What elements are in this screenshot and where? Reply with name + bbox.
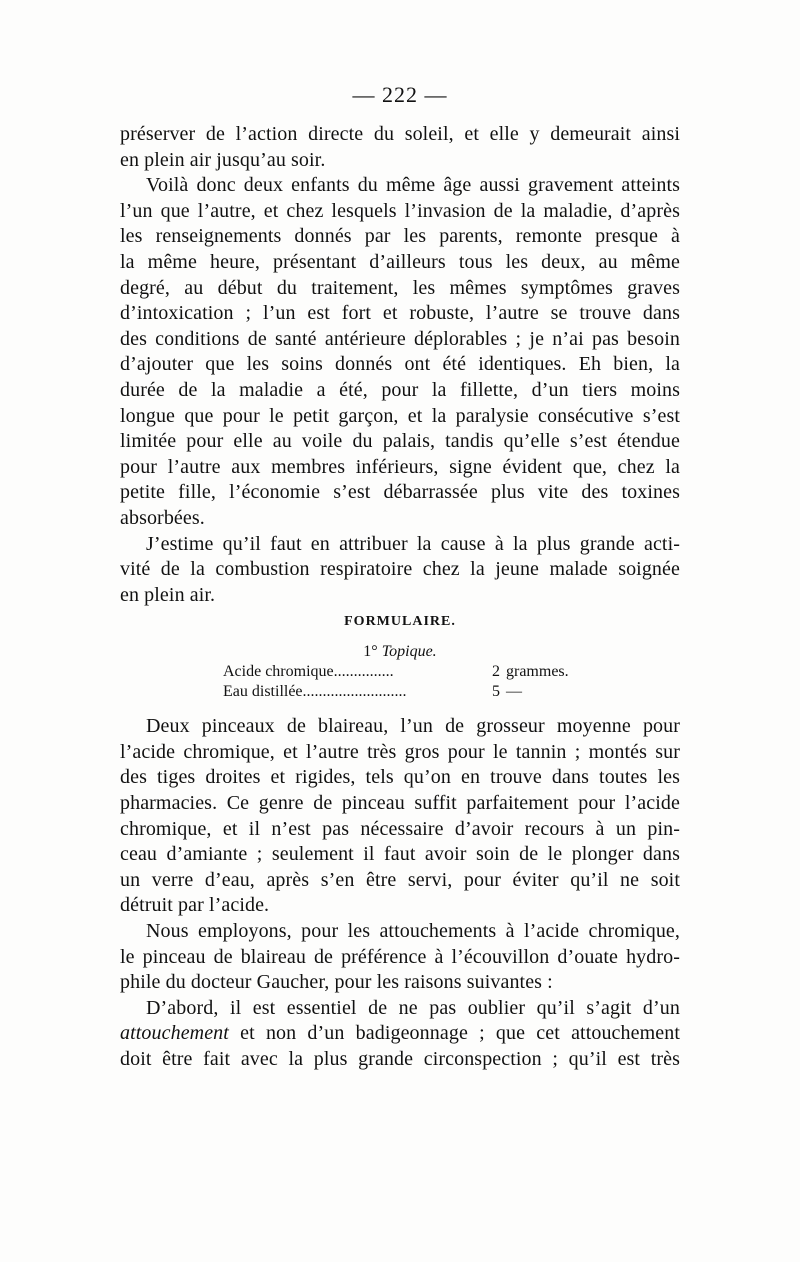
text-line: les renseignements donnés par les parents, remonte presque à	[120, 225, 680, 248]
text-line: Deux pinceaux de blaireau, l’un de grosseur moyenne pour	[146, 715, 680, 738]
text-line	[120, 1021, 680, 1047]
recipe-ingredient: Acide chromique...............	[223, 663, 394, 681]
text-line: J’estime qu’il faut en attribuer la cause à la plus grande acti-	[146, 532, 680, 555]
text-line: le pinceau de blaireau de préférence à l’écouvillon d’ouate hydro-	[120, 945, 680, 968]
text-line: vité de la combustion respiratoire chez la jeune malade soignée	[120, 558, 680, 581]
recipe-unit: —	[506, 683, 522, 701]
recipe-row	[120, 662, 680, 682]
recipe-row	[120, 682, 680, 702]
text-line: l’un que l’autre, et chez lesquels l’invasion de la maladie, d’après	[120, 199, 680, 222]
text-line-rest: et non d’un badigeonnage ; que cet attouchement	[228, 1022, 680, 1045]
text-line: en plein air jusqu’au soir.	[120, 148, 326, 171]
body-text	[120, 122, 680, 1073]
text-line: un verre d’eau, après s’en être servi, pour éviter qu’il ne soit	[120, 868, 680, 891]
text-line: petite fille, l’économie s’est débarrassée plus vite des toxines	[120, 481, 680, 504]
text-line: ceau d’amiante ; seulement il faut avoir soin de le plonger dans	[120, 843, 680, 866]
text-line: D’abord, il est essentiel de ne pas oublier qu’il s’agit d’un	[146, 996, 680, 1019]
recipe-quantity: 2	[492, 663, 500, 681]
formulaire-heading: FORMULAIRE.	[344, 614, 456, 630]
text-line: en plein air.	[120, 583, 216, 606]
emphasis-word: attouchement	[120, 1022, 229, 1045]
text-line: pharmacies. Ce genre de pinceau suffit parfaitement pour l’acide	[120, 792, 680, 815]
text-line: limitée pour elle au voile du palais, tandis qu’elle s’est étendue	[120, 430, 680, 453]
text-line: longue que pour le petit garçon, et la paralysie consécutive s’est	[120, 404, 680, 427]
text-line: préserver de l’action directe du soleil, et elle y demeurait ainsi	[120, 123, 680, 145]
text-line: des conditions de santé antérieure déplorables ; je n’ai pas besoin	[120, 327, 680, 350]
topique-number: 1°	[363, 643, 382, 661]
recipe-unit: grammes.	[506, 663, 569, 681]
text-line: Nous employons, pour les attouchements à l’acide chromique,	[146, 920, 680, 943]
recipe-ingredient: Eau distillée..........................	[223, 683, 407, 701]
page-number: — 222 —	[352, 82, 448, 107]
text-line: d’intoxication ; l’un est fort et robuste, l’autre se trouve dans	[120, 302, 680, 325]
text-line: durée de la maladie a été, pour la fillette, d’un tiers moins	[120, 378, 680, 401]
topique-heading	[120, 642, 680, 662]
text-line: Voilà donc deux enfants du même âge aussi gravement atteints	[146, 174, 680, 197]
text-line: d’ajouter que les soins donnés ont été identiques. Eh bien, la	[120, 353, 680, 376]
text-line: chromique, et il n’est pas nécessaire d’avoir recours à un pin-	[120, 817, 680, 840]
text-line: pour l’autre aux membres inférieurs, signe évident que, chez la	[120, 455, 680, 478]
recipe-quantity: 5	[492, 683, 500, 701]
text-line: degré, au début du traitement, les mêmes symptômes graves	[120, 276, 680, 299]
text-line: la même heure, présentant d’ailleurs tous les deux, au même	[120, 250, 680, 273]
text-line: détruit par l’acide.	[120, 894, 270, 917]
topique-label: Topique.	[381, 643, 437, 661]
text-line: des tiges droites et rigides, tels qu’on en trouve dans toutes les	[120, 766, 680, 789]
text-line: l’acide chromique, et l’autre très gros pour le tannin ; montés sur	[120, 740, 680, 763]
text-line: absorbées.	[120, 506, 205, 529]
text-line: phile du docteur Gaucher, pour les raisons suivantes :	[120, 971, 553, 994]
text-line: doit être fait avec la plus grande circonspection ; qu’il est très	[120, 1048, 680, 1070]
